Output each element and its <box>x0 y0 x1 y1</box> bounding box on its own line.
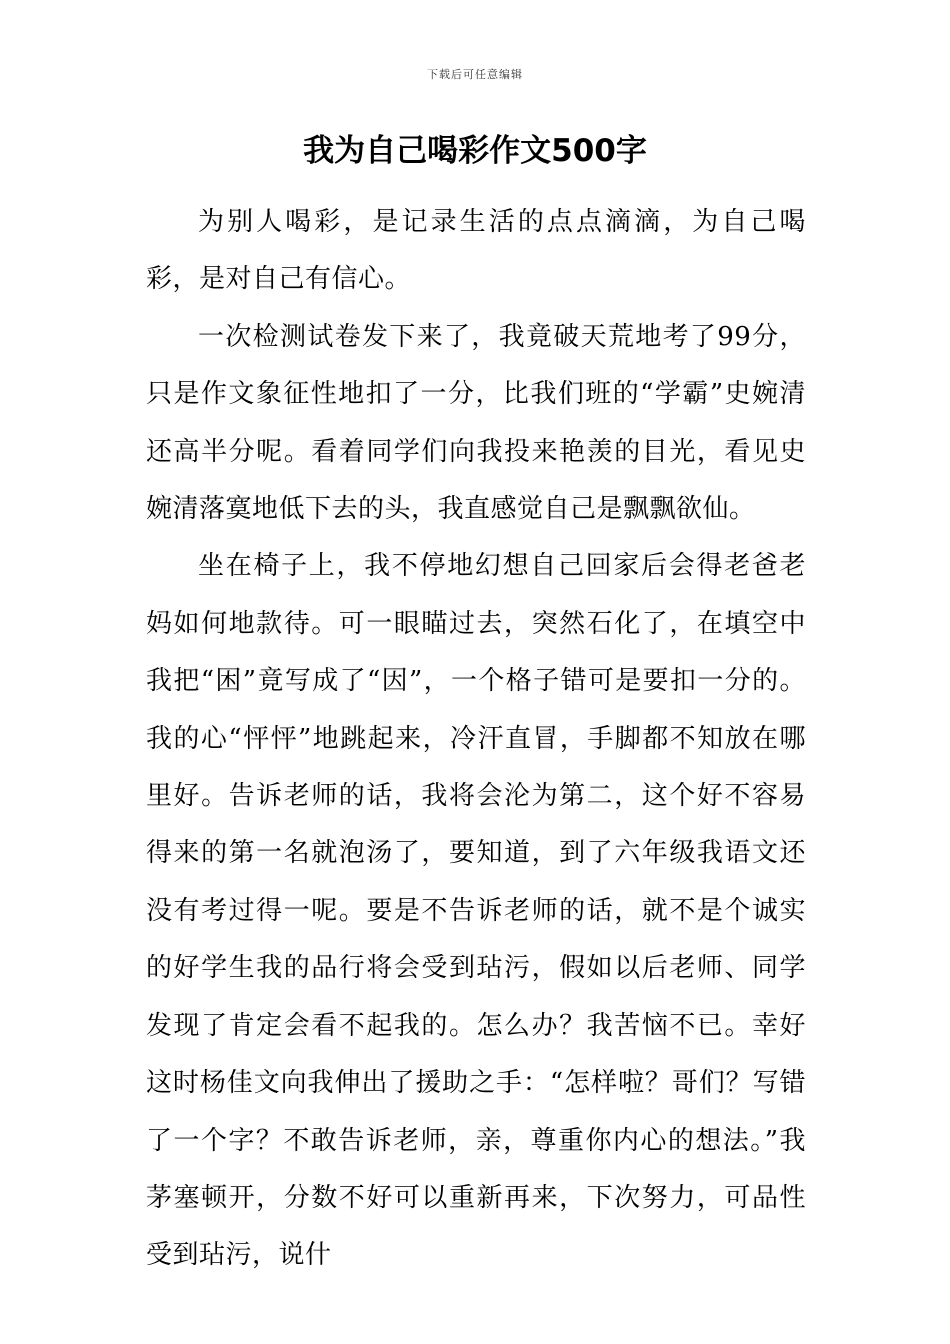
document-body <box>146 194 806 1285</box>
document-title: 我为自己喝彩作文500字 <box>303 133 647 169</box>
paragraph-1: 为别人喝彩，是记录生活的点点滴滴，为自己喝彩，是对自己有信心。 <box>146 207 806 295</box>
header-note: 下载后可任意编辑 <box>427 68 523 81</box>
paragraph-3: 坐在椅子上，我不停地幻想自己回家后会得老爸老妈如何地款待。可一眼瞄过去，突然石化了，在填空中我把“困”竟写成了“因”，一个格子错可是要扣一分的。我的心“怦怦”地跳起来，冷汗直冒，手脚都不知放在哪里好。告诉老师的话，我将会沦为第二，这个好不容易得来的第一名就泡汤了，要知道，到了六年级我语文还没有考过得一呢。要是不告诉老师的话，就不是个诚实的好学生我的品行将会受到玷污，假如以后老师、同学发现了肯定会看不起我的。怎么办？我苦恼不已。幸好这时杨佳文向我伸出了援助之手：“怎样啦？哥们？写错了一个字？不敢告诉老师，亲，尊重你内心的想法。”我茅塞顿开，分数不好可以重新再来，下次努力，可品性受到玷污，说什 <box>146 551 806 1271</box>
paragraph-2: 一次检测试卷发下来了，我竟破天荒地考了99分，只是作文象征性地扣了一分，比我们班的“学霸”史婉清还高半分呢。看着同学们向我投来艳羡的目光，看见史婉清落寞地低下去的头，我直感觉自己是飘飘欲仙。 <box>146 321 806 525</box>
